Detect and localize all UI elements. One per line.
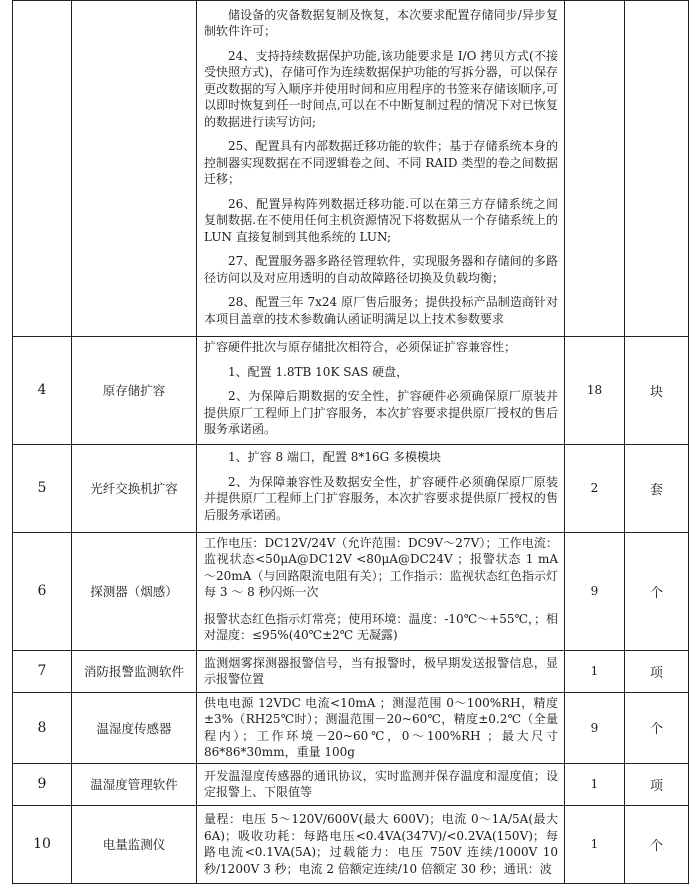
description-paragraph: 量程：电压 5～120V/600V(最大 600V)；电流 0～1A/5A(最大 6A)；吸收功耗：每路电压<0.4VA(347V)/<0.2VA(150V)；每路电流<0.1VA(5A)；过载能力：电压 750V 连续/1000V 10 秒/1200V 3 秒；电流 2 倍额定连续/10 倍额定 30 秒；通讯：波 [204,812,558,876]
table-row [13,532,689,650]
description-paragraph: 25、配置具有内部数据迁移功能的软件；基于存储系统本身的控制器实现数据在不同逻辑卷之间、不同 RAID 类型的卷之间数据迁移； [204,139,558,187]
item-number [13,1,72,337]
item-name: 原存储扩容 [72,337,197,445]
item-number: 8 [13,692,72,763]
item-number: 5 [13,444,72,532]
item-unit: 个 [625,692,689,763]
specification-table [12,0,689,884]
item-quantity [565,1,625,337]
table-row [13,692,689,763]
table-row [13,444,689,532]
table-row [13,1,689,337]
item-name: 电量监测仪 [72,805,197,883]
item-name: 温湿度传感器 [72,692,197,763]
item-name [72,1,197,337]
item-description [197,337,565,445]
item-quantity: 2 [565,444,625,532]
description-paragraph: 报警状态红色指示灯常亮；使用环境：温度：-10℃～+55℃，；相对湿度：≤95%(40℃±2℃ 无凝露) [204,611,558,642]
item-name: 探测器（烟感） [72,532,197,650]
item-quantity: 1 [565,805,625,883]
item-quantity: 9 [565,532,625,650]
item-name: 温湿度管理软件 [72,763,197,805]
description-paragraph: 监测烟雾探测器报警信号，当有报警时，极早期发送报警信息，显示报警位置 [204,655,558,686]
description-paragraph: 27、配置服务器多路径管理软件，实现服务器和存储间的多路径访问以及对应用透明的自动故障路径切换及负载均衡； [204,254,558,285]
item-quantity: 1 [565,763,625,805]
table-row [13,805,689,883]
description-paragraph: 1、扩容 8 端口，配置 8*16G 多模模块 [228,450,442,464]
item-description [197,763,565,805]
item-quantity: 1 [565,650,625,692]
item-description [197,444,565,532]
item-number: 7 [13,650,72,692]
item-description [197,1,565,337]
description-paragraph: 26、配置异构阵列数据迁移功能.可以在第三方存储系统之间复制数据.在不使用任何主机资源情况下将数据从一个存储系统上的 LUN 直接复制到其他系统的 LUN; [204,196,558,244]
item-number: 4 [13,337,72,445]
item-unit: 项 [625,763,689,805]
item-unit: 项 [625,650,689,692]
item-unit: 套 [625,444,689,532]
item-name: 光纤交换机扩容 [72,444,197,532]
table-row [13,337,689,445]
item-description [197,532,565,650]
item-unit [625,1,689,337]
description-paragraph: 扩容硬件批次与原存储批次相符合，必须保证扩容兼容性； [204,340,517,354]
item-unit: 块 [625,337,689,445]
item-quantity: 9 [565,692,625,763]
description-paragraph: 28、配置三年 7x24 原厂售后服务；提供投标产品制造商针对本项目盖章的技术参数确认函证明满足以上技术参数要求 [204,295,558,326]
item-description [197,650,565,692]
description-paragraph: 供电电源 12VDC 电流<10mA ；测湿范围 0～100%RH，精度±3%（RH25℃时）；测温范围－20~60℃，精度±0.2℃（全量程内）；工作环境－20~60℃，0～100%RH ；最大尺寸 86*86*30mm，重量 100g [204,695,558,759]
item-number: 10 [13,805,72,883]
item-unit: 个 [625,805,689,883]
description-paragraph: 2、为保障兼容性及数据安全性，扩容硬件必须确保原厂原装并提供原厂工程师上门扩容服务，本次扩容要求提供原厂授权的售后服务承诺函。 [204,474,558,522]
table-row [13,763,689,805]
description-paragraph: 储设备的灾备数据复制及恢复，本次要求配置存储同步/异步复制软件许可； [204,7,558,39]
item-description [197,805,565,883]
description-paragraph: 2、为保障后期数据的安全性，扩容硬件必须确保原厂原装并提供原厂工程师上门扩容服务，本次扩容要求提供原厂授权的售后服务承诺函。 [204,389,558,436]
table-row [13,650,689,692]
item-name: 消防报警监测软件 [72,650,197,692]
description-paragraph: 工作电压：DC12V/24V（允许范围：DC9V～27V）；工作电流：监视状态<50μA@DC12V <80μA@DC24V ；报警状态 1 mA～20mA（与回路限流电阻有关）；工作指示：监视状态红色指示灯每 3 ～ 8 秒闪烁一次 [204,535,558,599]
description-paragraph: 开发温湿度传感器的通讯协议，实时监测并保存温度和湿度值；设定报警上、下限值等 [204,768,558,799]
item-unit: 个 [625,532,689,650]
item-quantity: 18 [565,337,625,445]
item-description [197,692,565,763]
item-number: 9 [13,763,72,805]
item-number: 6 [13,532,72,650]
description-paragraph: 1、配置 1.8TB 10K SAS 硬盘， [228,364,409,379]
description-paragraph: 24、支持持续数据保护功能,该功能要求是 I/O 拷贝方式(不接受快照方式)，存储可作为连续数据保护功能的写拆分器，可以保存更改数据的写入顺序并使用时间和应用程序的书签来存储该顺序,可以即时恢复到任一时间点,可以在不中断复制过程的情况下对已恢复的数据进行读写访问; [204,48,558,129]
